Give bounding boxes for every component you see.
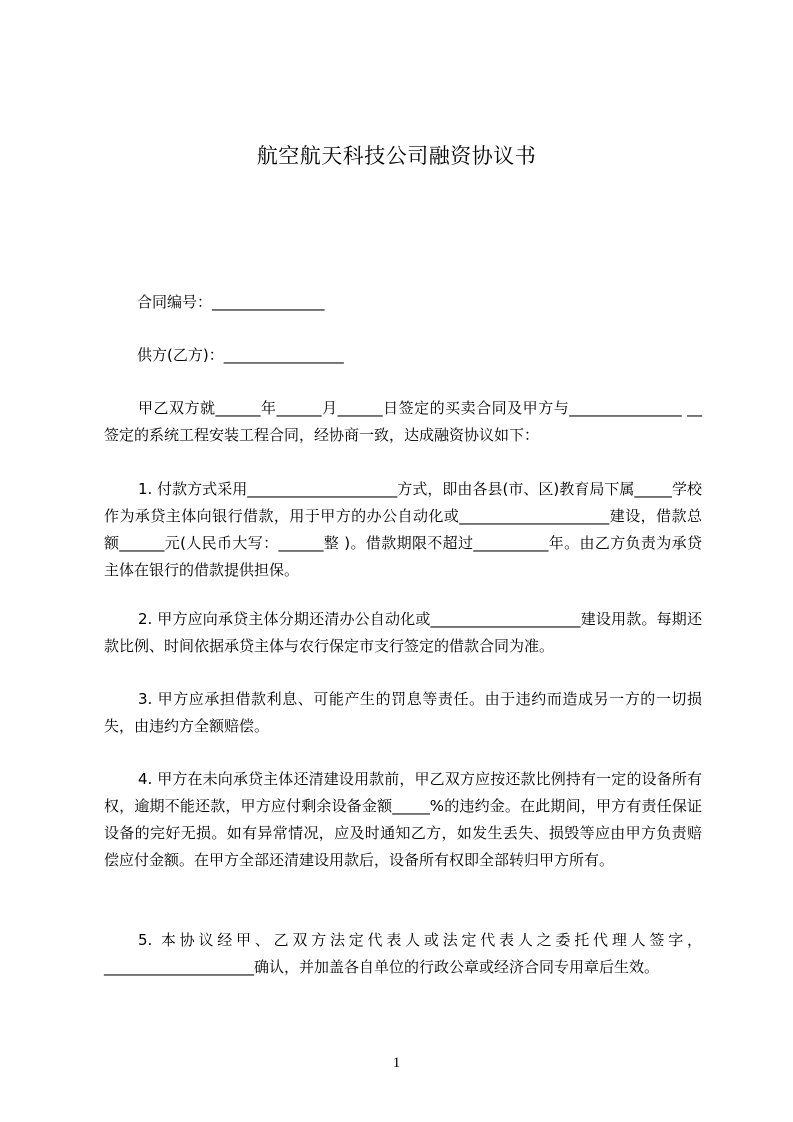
clause-5: 5. 本协议经甲、乙双方法定代表人或法定代表人之委托代理人签字，____________________确认，并加盖各自单位的行政公章或经济合同专用章后生效。 (104, 931, 702, 976)
document-title: 航空航天科技公司融资协议书 (256, 144, 537, 168)
clause-1: 1. 付款方式采用____________________方式，即由各县(市、区)教育局下属_____学校作为承贷主体向银行借款，用于甲方的办公自动化或____________________建设，借款总额______元(人民币大写：______整 )。借款期限不超过__________年。由乙方负责为承贷主体在银行的借款提供担保。 (104, 480, 702, 579)
preamble-paragraph: 甲乙双方就______年______月______日签定的买卖合同及甲方与_______________ __签定的系统工程安装工程合同，经协商一致，达成融资协议如下： (104, 399, 702, 444)
clause-4: 4. 甲方在未向承贷主体还清建设用款前，甲乙双方应按还款比例持有一定的设备所有权，逾期不能还款，甲方应付剩余设备金额_____%的违约金。在此期间，甲方有责任保证设备的完好无损。如有异常情况，应及时通知乙方，如发生丢失、损毁等应由甲方负责赔偿应付金额。在甲方全部还清建设用款后，设备所有权即全部转归甲方所有。 (104, 770, 702, 869)
supplier-line: 供方(乙方)：________________ (137, 346, 344, 364)
page-number: 1 (392, 1055, 401, 1071)
clause-3: 3. 甲方应承担借款利息、可能产生的罚息等责任。由于违约而造成另一方的一切损失，由违约方全额赔偿。 (104, 690, 702, 735)
contract-number-line: 合同编号：_______________ (137, 293, 325, 311)
clause-2: 2. 甲方应向承贷主体分期还清办公自动化或____________________建设用款。每期还款比例、时间依据承贷主体与农行保定市支行签定的借款合同为准。 (104, 610, 702, 655)
